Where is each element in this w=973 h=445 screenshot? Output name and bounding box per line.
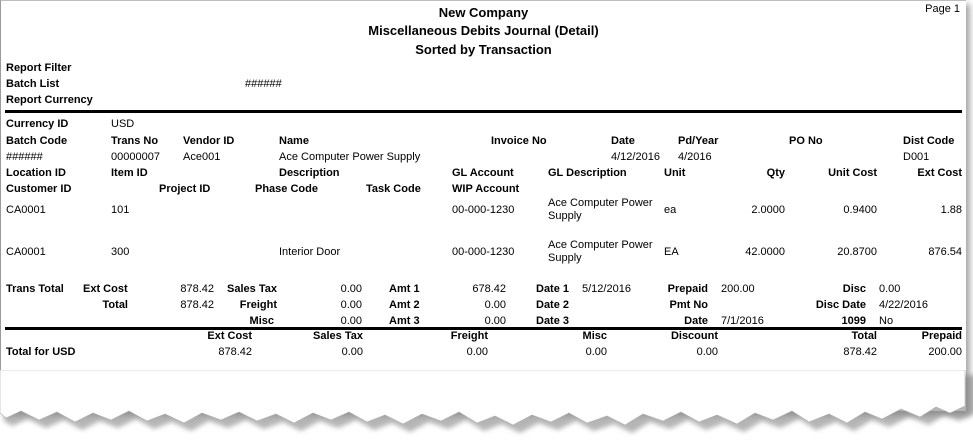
gt-h-freight: Freight [450,330,488,342]
col-description: Description [279,167,340,179]
col-customer-id: Customer ID [6,183,72,195]
tt-date3-label: Date 3 [536,315,570,327]
gt-h-discount: Discount [670,330,718,342]
tt-freight: 0.00 [340,299,362,311]
trans-dist-code: D001 [903,151,930,163]
col-unit-cost: Unit Cost [828,167,877,179]
col-gl-account: GL Account [452,167,514,179]
tt-1099: No [879,315,894,327]
col-invoice-no: Invoice No [491,135,547,147]
col-phase-code: Phase Code [255,183,318,195]
line-gl-account: 00-000-1230 [452,204,515,216]
line-ext-cost: 1.88 [940,204,962,216]
gt-freight: 0.00 [466,346,488,358]
tt-pmt-no-label: Pmt No [669,299,708,311]
col-location-id: Location ID [6,167,66,179]
gt-h-misc: Misc [582,330,607,342]
tt-total: 878.42 [180,299,214,311]
line-qty: 2.0000 [751,204,785,216]
gt-h-total: Total [851,330,877,342]
torn-edge-decoration [0,370,973,445]
col-ext-cost: Ext Cost [917,167,962,179]
report-currency-label: Report Currency [6,94,93,106]
tt-sales-tax-label: Sales Tax [227,283,277,295]
gt-misc: 0.00 [585,346,607,358]
tt-misc: 0.00 [340,315,362,327]
tt-disc-date: 4/22/2016 [879,299,928,311]
line-gl-description: Ace Computer Power Supply [548,239,653,264]
tt-1099-label: 1099 [841,315,866,327]
line-location: CA0001 [6,204,46,216]
gt-label: Total for USD [6,346,76,358]
tt-amt3: 0.00 [484,315,506,327]
col-name: Name [279,135,309,147]
col-qty: Qty [766,167,785,179]
currency-id-value: USD [111,118,135,130]
batch-list-label: Batch List [6,78,60,90]
line-gl-description: Ace Computer Power Supply [548,197,653,222]
line-item: 300 [111,246,130,258]
gt-sales-tax: 0.00 [341,346,363,358]
gt-ext-cost: 878.42 [218,346,252,358]
tt-date1-label: Date 1 [536,283,570,295]
tt-total-label: Total [102,299,128,311]
col-project-id: Project ID [159,183,211,195]
col-task-code: Task Code [366,183,421,195]
tt-ext-cost: 878.42 [180,283,214,295]
gt-prepaid: 200.00 [928,346,962,358]
line-unit: ea [664,204,677,216]
line-item: 101 [111,204,130,216]
gt-h-sales-tax: Sales Tax [313,330,363,342]
tt-amt2: 0.00 [484,299,506,311]
col-po-no: PO No [789,135,823,147]
tt-amt1-label: Amt 1 [389,283,420,295]
tt-date2-label: Date 2 [536,299,570,311]
tt-sales-tax: 0.00 [340,283,362,295]
gt-total: 878.42 [843,346,877,358]
header-rule [5,110,962,113]
currency-id-label: Currency ID [6,118,69,130]
tt-prepaid: 200.00 [721,283,755,295]
tt-disc: 0.00 [879,283,901,295]
col-trans-no: Trans No [111,135,159,147]
col-vendor-id: Vendor ID [183,135,235,147]
col-gl-description: GL Description [548,167,627,179]
tt-disc-label: Disc [842,283,866,295]
trans-number: 00000007 [111,151,160,163]
tt-date: 7/1/2016 [721,315,764,327]
company-name: New Company [438,5,529,20]
tt-freight-label: Freight [239,299,277,311]
line-qty: 42.0000 [745,246,785,258]
line-unit-cost: 20.8700 [837,246,877,258]
col-wip-account: WIP Account [452,183,520,195]
tt-amt1: 678.42 [472,283,506,295]
col-batch-code: Batch Code [6,135,68,147]
tt-ext-cost-label: Ext Cost [83,283,128,295]
trans-total-label: Trans Total [6,283,64,295]
tt-disc-date-label: Disc Date [815,299,866,311]
gt-discount: 0.00 [696,346,718,358]
trans-vendor-id: Ace001 [183,151,221,163]
report-filter-label: Report Filter [6,62,72,74]
col-dist-code: Dist Code [903,135,955,147]
trans-date: 4/12/2016 [611,151,660,163]
gt-h-prepaid: Prepaid [921,330,962,342]
col-date: Date [611,135,635,147]
line-description: Interior Door [279,246,341,258]
line-unit: EA [664,246,679,258]
line-unit-cost: 0.9400 [843,204,877,216]
trans-pd-year: 4/2016 [678,151,712,163]
tt-date1: 5/12/2016 [582,283,631,295]
trans-batch-code: ###### [6,151,43,163]
page-number: Page 1 [925,3,960,15]
tt-misc-label: Misc [249,315,274,327]
col-unit: Unit [664,167,686,179]
tt-amt3-label: Amt 3 [389,315,420,327]
tt-date-label: Date [684,315,708,327]
line-ext-cost: 876.54 [928,246,962,258]
tt-amt2-label: Amt 2 [389,299,420,311]
line-location: CA0001 [6,246,46,258]
batch-list-value: ###### [245,78,282,90]
col-pd-year: Pd/Year [678,135,719,147]
report-title: Miscellaneous Debits Journal (Detail) [368,23,599,38]
report-sort: Sorted by Transaction [415,42,552,57]
gt-h-ext-cost: Ext Cost [207,330,252,342]
trans-vendor-name: Ace Computer Power Supply [279,151,421,163]
line-gl-account: 00-000-1230 [452,246,515,258]
tt-prepaid-label: Prepaid [667,283,708,295]
col-item-id: Item ID [111,167,148,179]
